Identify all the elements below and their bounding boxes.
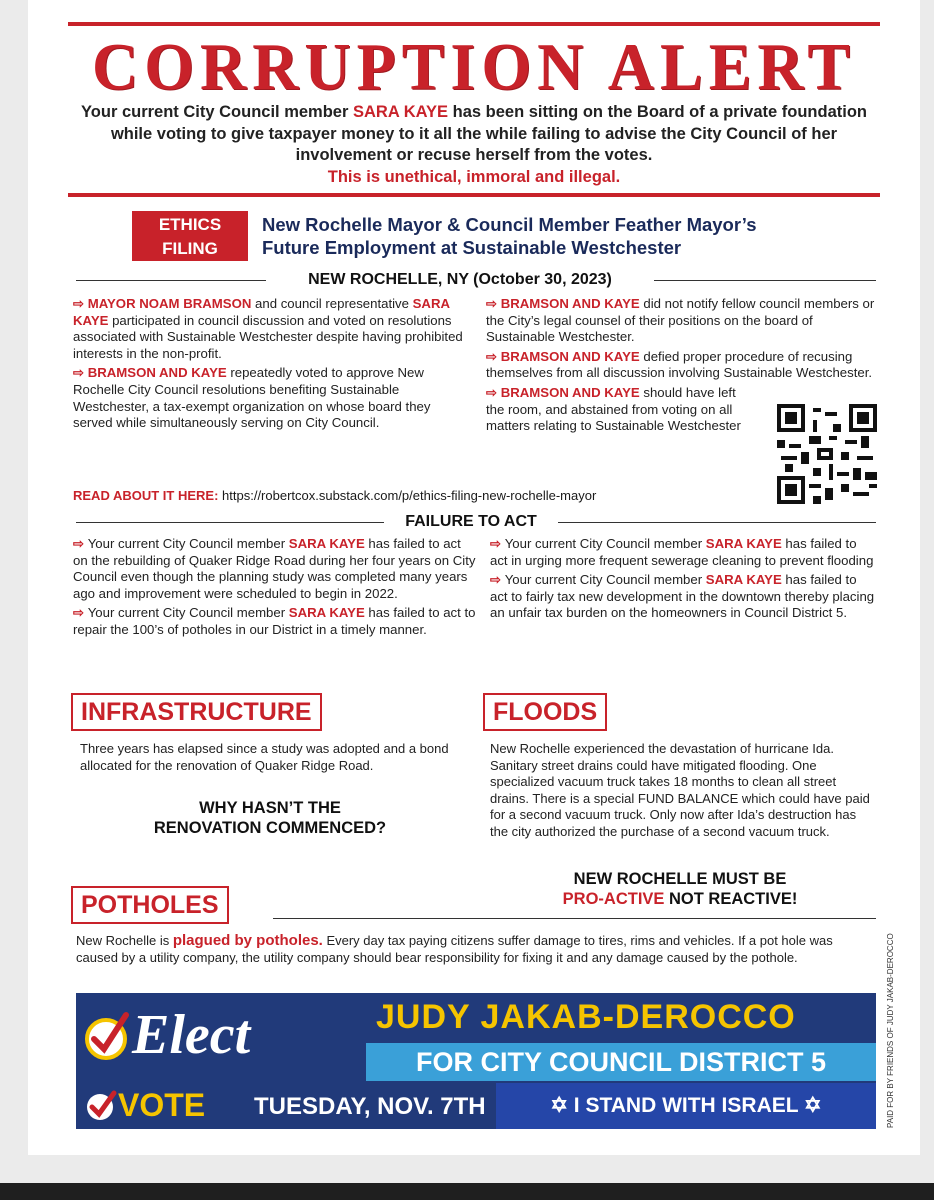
- arrow-icon: ⇨: [486, 384, 501, 400]
- read-url-link[interactable]: https://robertcox.substack.com/p/ethics-filing-new-rochelle-mayor: [222, 488, 597, 503]
- divider: [273, 918, 876, 919]
- item-text: Your current City Council member: [504, 536, 706, 551]
- keyword: MAYOR NOAM BRAMSON: [87, 296, 252, 311]
- list-item: [490, 536, 876, 569]
- list-item: [73, 605, 478, 638]
- divider: [558, 522, 876, 523]
- item-text: Your current City Council member: [87, 605, 289, 621]
- israel-block: [496, 1083, 876, 1129]
- failure-right-column: [490, 536, 876, 625]
- keyword: SARA KAYE: [288, 605, 365, 621]
- read-label: READ ABOUT IT HERE:: [73, 488, 219, 503]
- callout-line: [490, 889, 870, 909]
- infrastructure-body: Three years has elapsed since a study was adopted and a bond allocated for the renovation of Quaker Ridge Road.: [80, 741, 449, 773]
- vote-row: [76, 1083, 876, 1129]
- arrow-icon: ⇨: [73, 536, 88, 551]
- qr-code-icon[interactable]: [777, 404, 877, 504]
- keyword: SARA KAYE: [73, 296, 450, 328]
- potholes-text: New Rochelle is: [76, 933, 173, 948]
- lead-name: SARA KAYE: [353, 103, 449, 121]
- top-red-rule: [68, 22, 880, 26]
- headline: CORRUPTION ALERT: [91, 29, 857, 104]
- lead-text-2: has been sitting on the Board of a private foundation while voting to give taxpayer money to it all the while failing to advise the City Council of her involvement or recuse herself from the votes.: [110, 103, 867, 164]
- keyword: SARA KAYE: [705, 536, 782, 551]
- lead-text: Your current City Council member: [81, 103, 353, 121]
- vote-block: [76, 1083, 496, 1129]
- callout-line: WHY HASN’T THE: [199, 799, 341, 817]
- keyword: SARA KAYE: [288, 536, 365, 551]
- checkmark-icon: [84, 1089, 118, 1123]
- keyword: BRAMSON AND KAYE: [500, 384, 640, 400]
- callout-line: NEW ROCHELLE MUST BE: [573, 870, 787, 888]
- arrow-icon: ⇨: [486, 348, 501, 364]
- badge-line: FILING: [162, 239, 218, 258]
- checkmark-badge-icon: [84, 1009, 130, 1061]
- divider: [76, 522, 384, 523]
- arrow-icon: ⇨: [490, 572, 505, 588]
- paid-for-disclaimer: PAID FOR BY FRIENDS OF JUDY JAKAB-DEROCCO: [886, 933, 895, 1128]
- list-item: [490, 572, 876, 622]
- potholes-body: [76, 933, 876, 966]
- list-item: [486, 385, 756, 435]
- ethics-title-line: Future Employment at Sustainable Westchester: [262, 237, 682, 258]
- keyword: BRAMSON AND KAYE: [500, 348, 640, 364]
- ethics-title: [262, 213, 757, 259]
- infrastructure-callout: [80, 798, 460, 838]
- list-item: [486, 296, 876, 346]
- ethics-left-column: [73, 296, 468, 435]
- potholes-text: Every day tax paying citizens suffer damage to tires, rims and vehicles. If a pot hole was caused by a utility company, the utility company should bear responsibility for fixing it and any damage caused by the pothole.: [76, 933, 833, 965]
- item-text: repeatedly voted to approve New Rochelle City Council resolutions benefiting Sustainable Westchester, a tax-exempt organization on whose board they served while simultaneously serving on City Council.: [73, 365, 431, 431]
- campaign-banner: [76, 993, 876, 1129]
- item-text: should have left the room, and abstained from voting on all matters relating to Sustainable Westchester: [486, 384, 741, 434]
- lead-paragraph: [68, 102, 880, 188]
- ethics-filing-badge: [132, 211, 248, 261]
- keyword: BRAMSON AND KAYE: [500, 296, 640, 311]
- vote-date: TUESDAY, NOV. 7TH: [254, 1093, 486, 1120]
- item-text: defied proper procedure of recusing themselves from all discussion involving Sustainable Westchester.: [486, 348, 873, 381]
- divider: [76, 280, 266, 281]
- callout-text: NOT REACTIVE!: [664, 890, 798, 908]
- lead-note: This is unethical, immoral and illegal.: [327, 167, 621, 186]
- arrow-icon: ⇨: [73, 365, 88, 381]
- keyword: SARA KAYE: [705, 572, 782, 588]
- dateline: NEW ROCHELLE, NY (October 30, 2023): [308, 271, 612, 288]
- vote-word: VOTE: [118, 1087, 206, 1123]
- item-text: has failed to act to repair the 100’s of potholes in our District in a timely manner.: [73, 605, 476, 637]
- failure-left-column: [73, 536, 478, 642]
- israel-text: I STAND WITH ISRAEL: [573, 1094, 799, 1117]
- item-text: has failed to act to fairly tax new development in the downtown thereby placing an unfair tax burden on the homeowners in Council District 5.: [490, 572, 875, 621]
- district-line: FOR CITY COUNCIL DISTRICT 5: [366, 1043, 876, 1081]
- item-text: and council representative: [251, 296, 413, 311]
- divider: [654, 280, 876, 281]
- arrow-icon: ⇨: [486, 296, 501, 311]
- failure-title: FAILURE TO ACT: [405, 513, 537, 530]
- potholes-emphasis: plagued by potholes.: [172, 932, 323, 949]
- candidate-name: JUDY JAKAB-DEROCCO: [376, 998, 796, 1036]
- star-of-david-icon: ✡: [550, 1094, 574, 1117]
- item-text: did not notify fellow council members or the City’s legal counsel of their positions on the board of Sustainable Westchester.: [486, 296, 875, 345]
- list-item: [486, 349, 876, 382]
- arrow-icon: ⇨: [490, 536, 505, 551]
- arrow-icon: ⇨: [73, 296, 88, 311]
- item-text: participated in council discussion and voted on resolutions associated with Sustainable Westchester despite having prohibited interests in the non-profit.: [73, 312, 463, 361]
- list-item: [73, 536, 478, 602]
- item-text: has failed to act on the rebuilding of Quaker Ridge Road during her four years on City Council even though the planning study was completed many years ago and improvement were scheduled to begin in 2022.: [73, 536, 476, 601]
- star-of-david-icon: ✡: [798, 1094, 822, 1117]
- item-text: has failed to act in urging more frequent sewerage cleaning to prevent flooding: [490, 536, 874, 568]
- ethics-title-line: New Rochelle Mayor & Council Member Feather Mayor’s: [262, 214, 757, 235]
- badge-line: ETHICS: [158, 215, 222, 234]
- arrow-icon: ⇨: [73, 605, 88, 621]
- elect-block: [76, 993, 351, 1083]
- item-text: Your current City Council member: [504, 572, 706, 588]
- potholes-heading: POTHOLES: [71, 886, 229, 924]
- floods-body: New Rochelle experienced the devastation of hurricane Ida. Sanitary street drains could have mitigated flooding. One specialized vacuum truck takes 18 months to clean all street drains. There is a special FUND BALANCE which could have paid for a second vacuum truck. Only now after Ida’s destruction has the city authorized the purchase of a second vacuum truck.: [490, 741, 870, 839]
- elect-word: Elect: [132, 1004, 251, 1066]
- callout-emphasis: PRO-ACTIVE: [562, 890, 665, 908]
- floods-heading: FLOODS: [483, 693, 607, 731]
- floods-callout: [490, 869, 870, 909]
- list-item: [73, 365, 468, 431]
- lead-red-rule: [68, 193, 880, 197]
- keyword: BRAMSON AND KAYE: [87, 365, 227, 381]
- callout-line: RENOVATION COMMENCED?: [153, 819, 387, 837]
- bottom-bar: [0, 1183, 934, 1200]
- list-item: [73, 296, 468, 362]
- item-text: Your current City Council member: [87, 536, 289, 551]
- read-more: [73, 488, 596, 503]
- infrastructure-heading: INFRASTRUCTURE: [71, 693, 322, 731]
- flyer-page: [28, 0, 920, 1155]
